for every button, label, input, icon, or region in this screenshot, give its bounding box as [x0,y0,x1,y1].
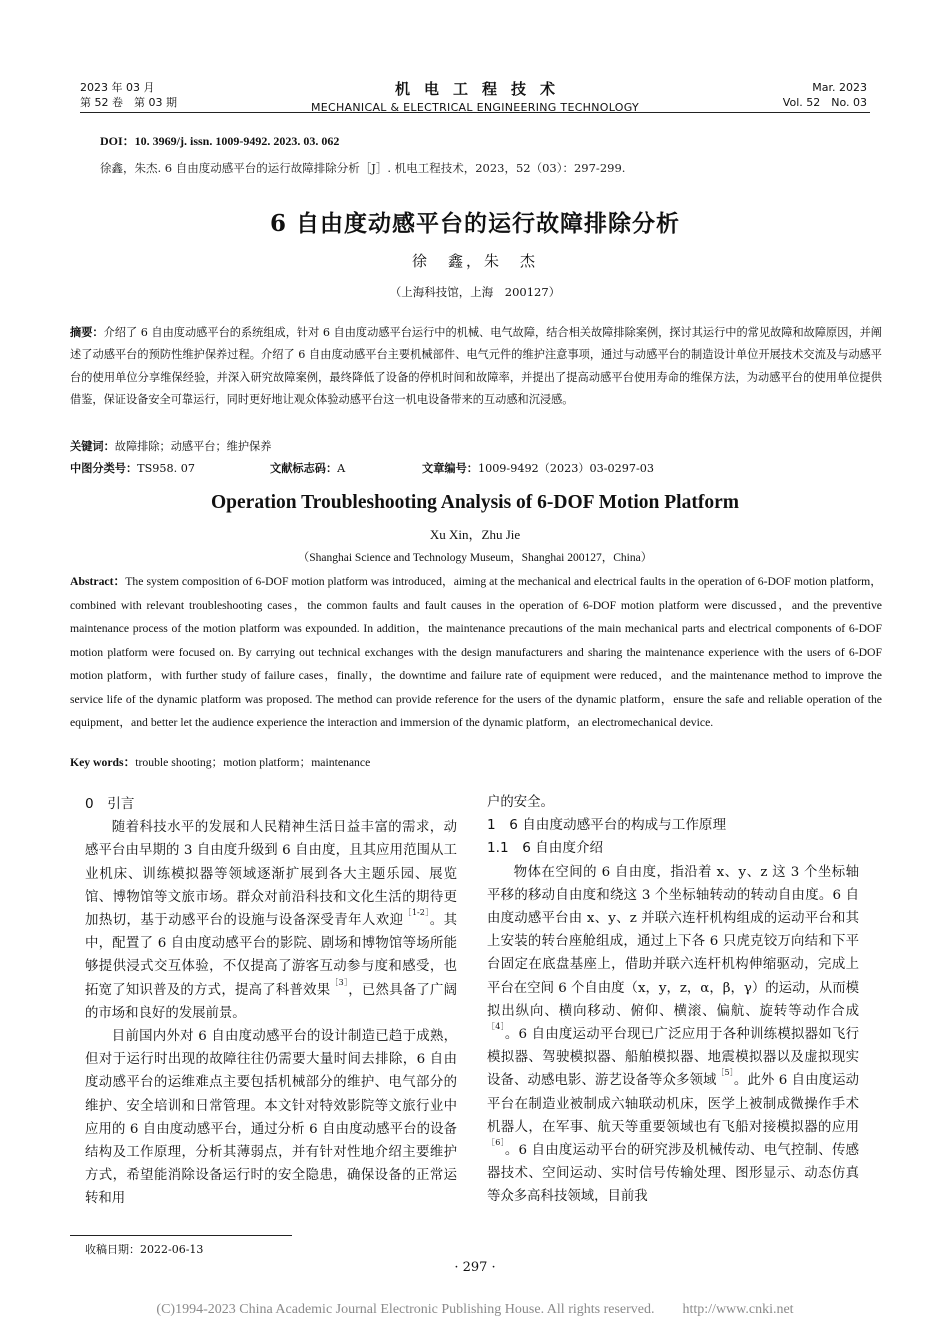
page-number: · 297 · [454,1260,496,1275]
ref-4[interactable]: ［4］ [487,1022,505,1032]
keywords-cn-label: 关键词： [70,440,115,453]
keywords-cn [70,438,271,454]
body-left-column [85,793,457,1211]
issue-date-en: Mar. 2023 [812,81,867,94]
ref-6[interactable]: ［6］ [487,1138,505,1148]
header-rule [80,112,870,113]
title-en: Operation Troubleshooting Analysis of 6-DOF Motion Platform [211,492,739,513]
abstract-en-text: The system composition of 6-DOF motion platform was introduced，aiming at the mechanical and electrical faults in the operation of 6-DOF motion platform，combined with relevant troubleshooting cases，the common faults and fault causes in the operation of 6-DOF motion platform were discussed，and the preventive maintenance process of the motion platform was expounded. In addition，the maintenance precautions of the main mechanical parts and electrical components of 6-DOF motion platform were focused on. By carrying out technical exchanges with the design manufacturers and sharing the maintenance experience with the users of 6-DOF motion platform，with further study of failure cases，finally，the downtime and failure rate of equipment were reduced，and the maintenance method to improve the service life of the dynamic platform was proposed. The method can provide reference for the users of the dynamic platform，ensure the safe and reliable operation of the equipment，and better let the audience experience the interaction and immersion of the dynamic platform，an electromechanical device. [70,575,882,729]
body-right-column [487,791,859,1209]
journal-name-cn: 机电工程技术 [394,80,569,98]
authors-cn: 徐 鑫，朱 杰 [411,252,538,270]
copyright-watermark: (C)1994-2023 China Academic Journal Electronic Publishing House. All rights reserved. http://www.cnki.net [156,1302,794,1317]
abstract-cn-text: 介绍了 6 自由度动感平台的系统组成，针对 6 自由度动感平台运行中的机械、电气故障，结合相关故障排除案例，探讨其运行中的常见故障和故障原因，并阐述了动感平台的预防性维护保养过程。介绍了 6 自由度动感平台主要机械部件、电气元件的维护注意事项，通过与动感平台的制造设计单位开展技术交流及与动感平台的使用单位分享维保经验，并深入研究故障案例，最终降低了设备的停机时间和故障率，并提出了提高动感平台使用寿命的维保方法，为动感平台的使用单位提供借鉴，保证设备安全可靠运行，同时更好地让观众体验动感平台这一机电设备带来的互动感和沉浸感。 [70,326,882,406]
abstract-en [70,570,882,735]
section-1-heading: 1 6 自由度动感平台的构成与工作原理 [487,817,727,834]
section-1-1-heading: 1.1 6 自由度介绍 [487,840,604,857]
journal-name-en: MECHANICAL & ELECTRICAL ENGINEERING TECHNOLOGY [310,101,640,114]
title-cn: 6 自由度动感平台的运行故障排除分析 [269,210,680,237]
issue-volume-cn: 第 52 卷 第 03 期 [80,96,177,109]
affiliation-cn: （上海科技馆，上海 200127） [389,285,561,299]
issue-volume-en: Vol. 52 No. 03 [782,96,867,109]
keywords-cn-text: 故障排除；动感平台；维护保养 [114,440,272,453]
intro-paragraph-1: 随着科技水平的发展和人民精神生活日益丰富的需求，动感平台由早期的 3 自由度升级到 6 自由度，且其应用范围从工业机床、训练模拟器等领域逐渐扩展到各大主题乐园、展览馆、博物馆等文旅市场。群众对前沿科技和文化生活的期待更加热切，基于动感平台的设施与设备深受青年人欢迎$^{[1-2]}$。其中，配置了 6 自由度动感平台的影院、剧场和博物馆等场所能够提供浸式交互体验，不仅提高了游客互动参与度和感受，也拓宽了知识普及的方式，提高了科普效果$^{[3]}$，已然具备了广阔的市场和良好的发展前景。 [85,820,458,1021]
citation: 徐鑫，朱杰. 6 自由度动感平台的运行故障排除分析［J］. 机电工程技术，2023，52（03）：297-299. [100,161,626,175]
article-number: 文章编号：1009-9492（2023）03-0297-03 [422,462,655,475]
authors-en: Xu Xin，Zhu Jie [429,527,521,542]
abstract-cn-label: 摘要： [70,326,104,339]
ref-1-2[interactable]: ［1-2］ [403,908,430,918]
keywords-en-label: Key words： [70,756,136,769]
abstract-cn [70,322,882,411]
doi[interactable]: DOI：10. 3969/j. issn. 1009-9492. 2023. 03. 062 [100,134,340,148]
keywords-en [70,754,370,770]
keywords-en-text: trouble shooting；motion platform；maintenance [135,756,371,769]
clc-number: 中图分类号：TS958. 07 [70,462,195,475]
document-code: 文献标志码：A [270,462,346,475]
ref-3[interactable]: ［3］ [330,977,349,987]
section-0-heading: 0 引言 [85,796,135,812]
received-date: 收稿日期：2022-06-13 [85,1243,204,1256]
affiliation-en: （Shanghai Science and Technology Museum，Shanghai 200127，China） [297,552,653,564]
footnote-rule [70,1235,292,1236]
header-right [783,80,867,110]
section-1-1-paragraph: 物体在空间的 6 自由度，指沿着 x、y、z 这 3 个坐标轴平移的移动自由度和绕这 3 个坐标轴转动的转动自由度。6 自由度动感平台由 x、y、z 并联六连杆机构组成的运动平台和其上安装的转台座舱组成，通过上下各 6 只虎克铰万向结和下平台固定在底盘基座上，借助并联六连杆机构伸缩驱动，完成上平台在空间 6 个自由度（x，y，z，α，β，γ）的运动，从而模拟出纵向、横向移动、俯仰、横滚、偏航、旋转等动作合成$^{[4]}$。6 自由度运动平台现已广泛应用于各种训练模拟器如飞行模拟器、驾驶模拟器、船舶模拟器、地震模拟器以及虚拟现实设备、动感电影、游艺设备等众多领域$^{[5]}$。此外 6 自由度运动平台在制造业被制成六轴联动机床，医学上被制成微操作手术机器人，在军事、航天等重要领域也有飞船对接模拟器的应用$^{[6]}$。6 自由度运动平台的研究涉及机械传动、电气控制、传感器技术、空间运动、实时信号传输处理、图形显示、动态仿真等众多高科技领域，目前我 [487,864,860,1205]
abstract-en-label: Abstract： [70,575,126,588]
issue-date-cn: 2023 年 03 月 [80,81,155,94]
intro-paragraph-2: 目前国内外对 6 自由度动感平台的设计制造已趋于成熟，但对于运行时出现的故障往往仍需要大量时间去排除，6 自由度动感平台的运维难点主要包括机械部分的维护、电气部分的维护、安全培训和日常管理。本文针对特效影院等文旅行业中应用的 6 自由度动感平台，通过分析 6 自由度动感平台的设备结构及工作原理，分析其薄弱点，并有针对性地介绍主要维护方式，希望能消除设备运行时的安全隐患，确保设备的正常运转和用 [85,1029,457,1207]
intro-paragraph-2-continued: 户的安全。 [487,795,554,810]
ref-5[interactable]: ［5］ [716,1068,734,1078]
